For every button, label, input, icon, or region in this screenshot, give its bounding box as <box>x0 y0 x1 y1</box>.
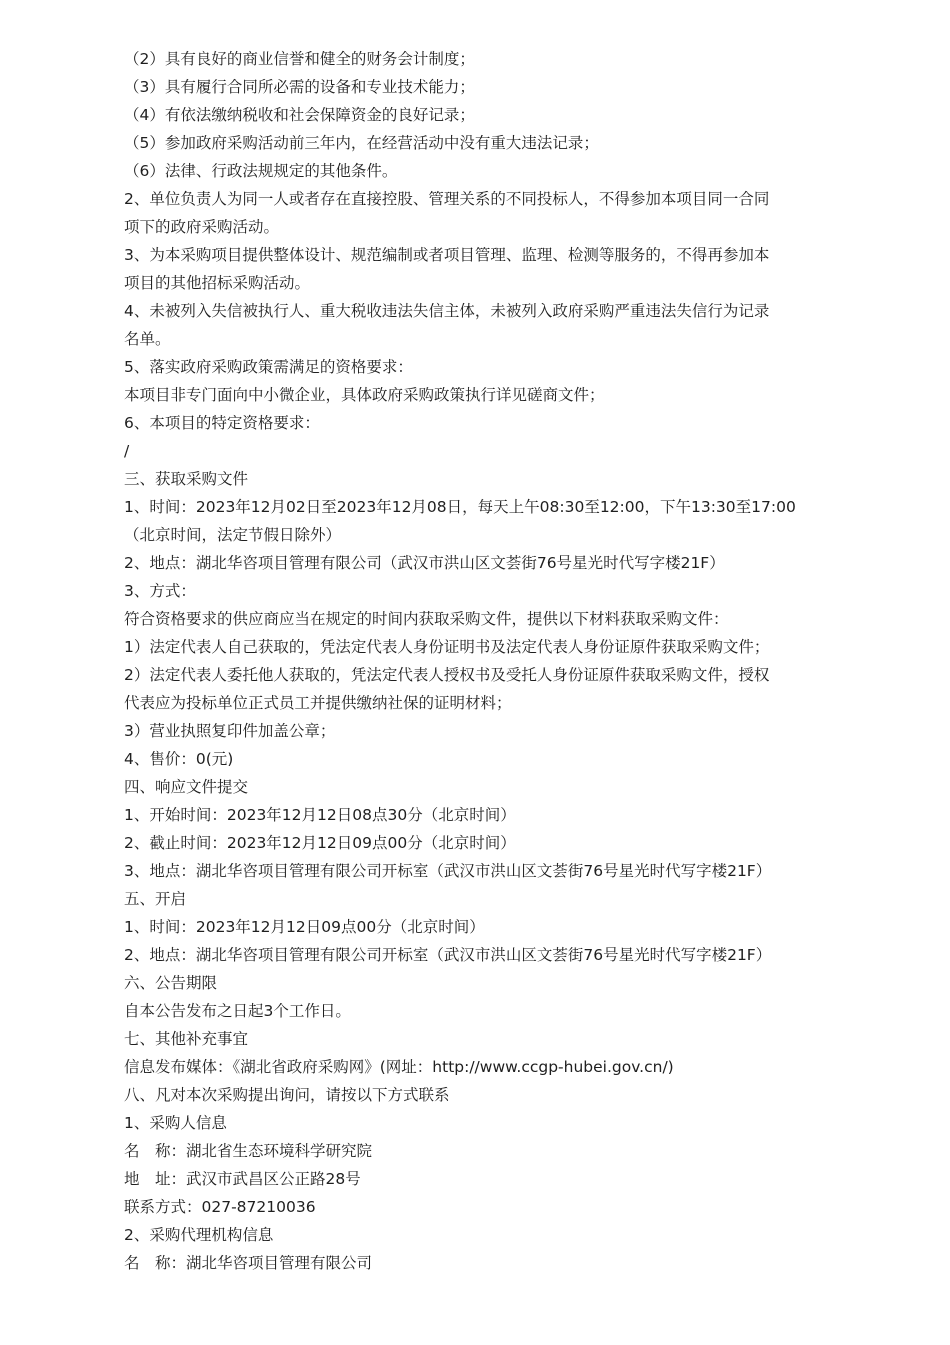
text-line: 本项目非专门面向中小微企业，具体政府采购政策执行详见磋商文件； <box>124 386 605 404</box>
document-body <box>124 45 830 1277</box>
text-line: 2、地点：湖北华咨项目管理有限公司开标室（武汉市洪山区文荟街76号星光时代写字楼21F） <box>124 946 772 964</box>
text-line: 1）法定代表人自己获取的，凭法定代表人身份证明书及法定代表人身份证原件获取采购文件； <box>124 638 770 656</box>
text-line: 名 称：湖北华咨项目管理有限公司 <box>124 1254 373 1272</box>
text-line: 联系方式：027-87210036 <box>124 1198 316 1216</box>
text-line: 2、采购代理机构信息 <box>124 1226 274 1244</box>
text-line: 3、为本采购项目提供整体设计、规范编制或者项目管理、监理、检测等服务的，不得再参加本 <box>124 246 770 264</box>
text-line: （4）有依法缴纳税收和社会保障资金的良好记录； <box>124 106 475 124</box>
text-line: 6、本项目的特定资格要求： <box>124 414 320 432</box>
section-heading: 七、其他补充事宜 <box>124 1030 249 1048</box>
text-line: （5）参加政府采购活动前三年内，在经营活动中没有重大违法记录； <box>124 134 599 152</box>
text-line: 地 址：武汉市武昌区公正路28号 <box>124 1170 361 1188</box>
text-line: 5、落实政府采购政策需满足的资格要求： <box>124 358 413 376</box>
text-line: 3）营业执照复印件加盖公章； <box>124 722 336 740</box>
text-line: 3、地点：湖北华咨项目管理有限公司开标室（武汉市洪山区文荟街76号星光时代写字楼21F） <box>124 862 772 880</box>
text-line: 2、单位负责人为同一人或者存在直接控股、管理关系的不同投标人，不得参加本项目同一合同 <box>124 190 770 208</box>
text-line: 4、售价：0(元) <box>124 750 234 768</box>
text-line: （北京时间，法定节假日除外） <box>124 526 342 544</box>
section-heading: 八、凡对本次采购提出询问，请按以下方式联系 <box>124 1086 450 1104</box>
text-line: 1、时间：2023年12月02日至2023年12月08日，每天上午08:30至12:00，下午13:30至17:00 <box>124 498 796 516</box>
text-line: 1、时间：2023年12月12日09点00分（北京时间） <box>124 918 485 936</box>
section-heading: 四、响应文件提交 <box>124 778 249 796</box>
text-line: 名单。 <box>124 330 171 348</box>
text-line: 信息发布媒体：《湖北省政府采购网》(网址：http://www.ccgp-hubei.gov.cn/) <box>124 1058 674 1076</box>
text-line: 3、方式： <box>124 582 196 600</box>
text-line: 2）法定代表人委托他人获取的，凭法定代表人授权书及受托人身份证原件获取采购文件，授权 <box>124 666 770 684</box>
text-line: 2、地点：湖北华咨项目管理有限公司（武汉市洪山区文荟街76号星光时代写字楼21F） <box>124 554 725 572</box>
text-line: 名 称：湖北省生态环境科学研究院 <box>124 1142 373 1160</box>
section-heading: 三、获取采购文件 <box>124 470 249 488</box>
text-line: （6）法律、行政法规规定的其他条件。 <box>124 162 398 180</box>
text-line: （2）具有良好的商业信誉和健全的财务会计制度； <box>124 50 475 68</box>
text-line: 1、开始时间：2023年12月12日08点30分（北京时间） <box>124 806 516 824</box>
text-line: / <box>124 442 130 460</box>
text-line: 项下的政府采购活动。 <box>124 218 280 236</box>
text-line: 1、采购人信息 <box>124 1114 227 1132</box>
section-heading: 六、公告期限 <box>124 974 218 992</box>
text-line: 2、截止时间：2023年12月12日09点00分（北京时间） <box>124 834 516 852</box>
text-line: 4、未被列入失信被执行人、重大税收违法失信主体，未被列入政府采购严重违法失信行为记录 <box>124 302 770 320</box>
text-line: （3）具有履行合同所必需的设备和专业技术能力； <box>124 78 475 96</box>
text-line: 代表应为投标单位正式员工并提供缴纳社保的证明材料； <box>124 694 512 712</box>
text-line: 符合资格要求的供应商应当在规定的时间内获取采购文件，提供以下材料获取采购文件： <box>124 610 729 628</box>
section-heading: 五、开启 <box>124 890 187 908</box>
text-line: 项目的其他招标采购活动。 <box>124 274 311 292</box>
text-line: 自本公告发布之日起3个工作日。 <box>124 1002 351 1020</box>
